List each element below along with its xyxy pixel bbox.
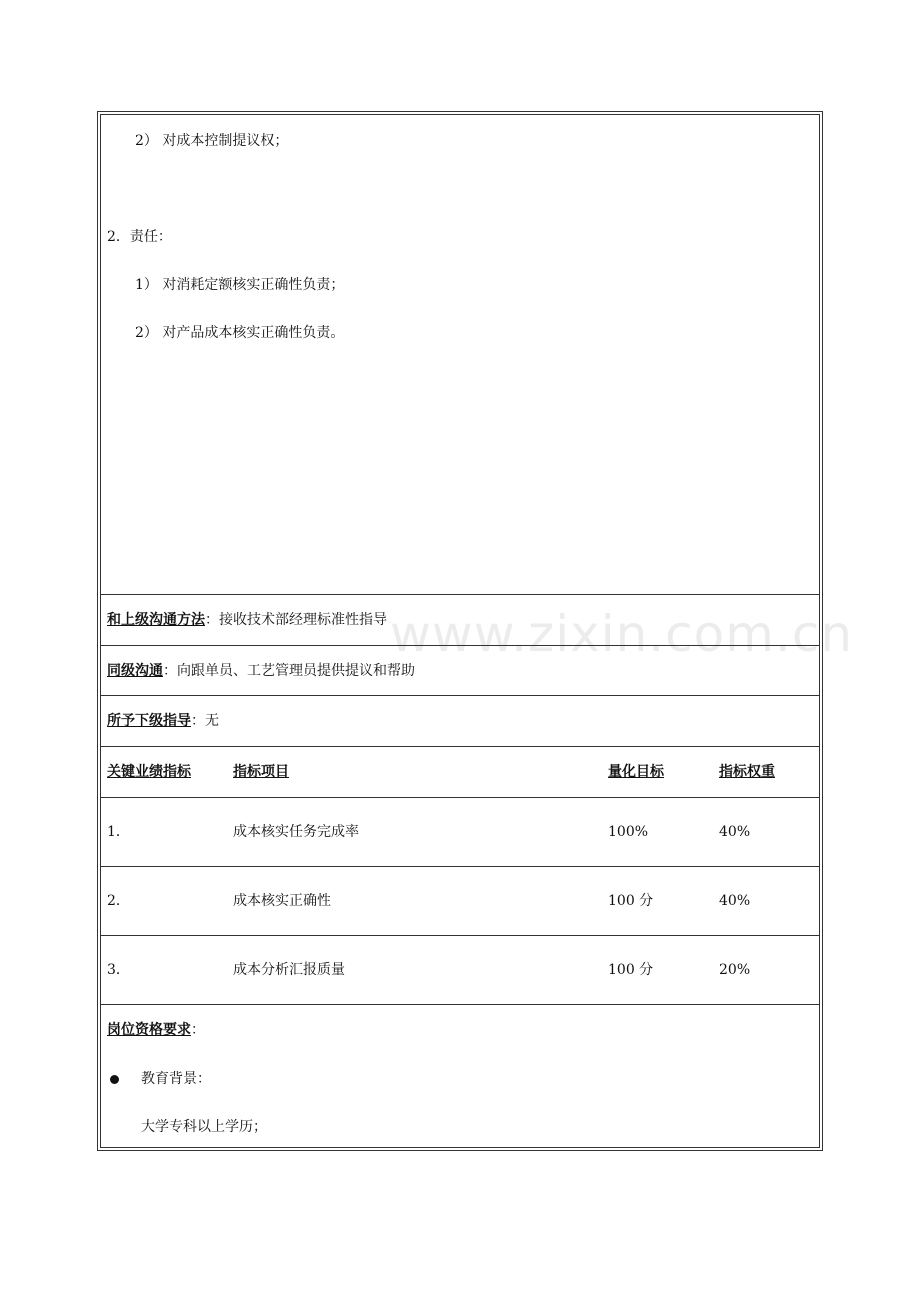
kpi-row-number: 1． (107, 824, 130, 840)
kpi-row-item: 成本核实正确性 (233, 893, 331, 909)
table-row (101, 798, 819, 867)
subordinate-guidance-label: 所予下级指导 (107, 713, 191, 729)
qualification-section (101, 1005, 819, 1147)
kpi-header-weight: 指标权重 (719, 764, 775, 780)
kpi-header-row (101, 747, 819, 798)
kpi-row-weight: 40% (719, 824, 751, 840)
superior-communication-label: 和上级沟通方法 (107, 612, 205, 628)
kpi-row-target: 100 分 (608, 962, 654, 978)
qualification-title-colon: ： (191, 1022, 205, 1038)
subordinate-guidance-row (101, 696, 819, 747)
kpi-header-target: 量化目标 (608, 764, 664, 780)
responsibility-item-1: 1） 对消耗定额核实正确性负责； (135, 277, 345, 293)
kpi-row-weight: 40% (719, 893, 751, 909)
responsibility-heading: 2．责任： (107, 229, 172, 245)
peer-communication-value: ：向跟单员、工艺管理员提供提议和帮助 (163, 663, 415, 679)
kpi-row-item: 成本核实任务完成率 (233, 824, 359, 840)
bullet-icon (110, 1075, 119, 1084)
kpi-header-indicator: 关键业绩指标 (107, 764, 191, 780)
superior-communication-text (107, 611, 387, 629)
peer-communication-label: 同级沟通 (107, 663, 163, 679)
subordinate-guidance-text (107, 712, 219, 730)
document-table (97, 111, 823, 1151)
kpi-row-number: 3． (107, 962, 130, 978)
duty-item-2: 2） 对成本控制提议权； (135, 133, 289, 149)
peer-communication-row (101, 646, 819, 696)
peer-communication-text (107, 662, 415, 680)
kpi-row-item: 成本分析汇报质量 (233, 962, 345, 978)
kpi-row-number: 2． (107, 893, 130, 909)
table-inner (100, 114, 820, 1148)
kpi-header-item: 指标项目 (233, 764, 289, 780)
responsibility-item-2: 2） 对产品成本核实正确性负责。 (135, 325, 345, 341)
kpi-row-weight: 20% (719, 962, 751, 978)
table-row (101, 936, 819, 1005)
subordinate-guidance-value: ：无 (191, 713, 219, 729)
education-value: 大学专科以上学历； (141, 1119, 267, 1135)
duties-section (101, 115, 819, 595)
kpi-row-target: 100 分 (608, 893, 654, 909)
education-label: 教育背景： (141, 1071, 211, 1087)
kpi-row-target: 100% (608, 824, 649, 840)
superior-communication-row (101, 595, 819, 646)
watermark: www.zixin.com.cn (390, 605, 854, 663)
superior-communication-value: ：接收技术部经理标准性指导 (205, 612, 387, 628)
qualification-title-label: 岗位资格要求 (107, 1022, 191, 1038)
table-row (101, 867, 819, 936)
qualification-title (107, 1021, 205, 1039)
